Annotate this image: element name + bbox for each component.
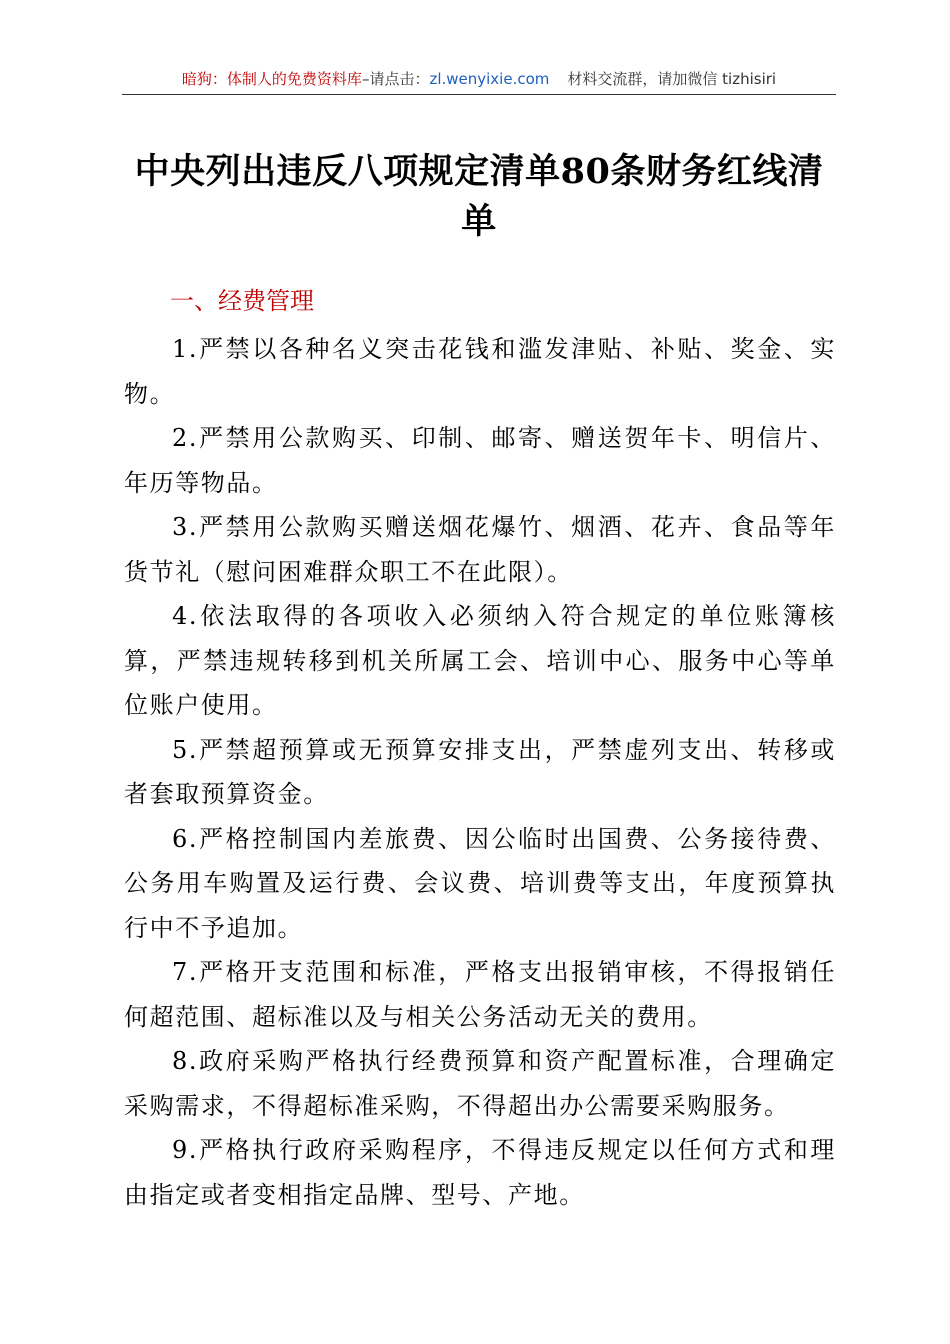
document-body — [124, 327, 836, 1217]
list-item: 7.严格开支范围和标准，严格支出报销审核，不得报销任何超范围、超标准以及与相关公务活动无关的费用。 — [124, 958, 836, 1031]
list-item: 2.严禁用公款购买、印制、邮寄、赠送贺年卡、明信片、年历等物品。 — [124, 424, 836, 497]
list-item: 8.政府采购严格执行经费预算和资产配置标准，合理确定采购需求，不得超标准采购，不得超出办公需要采购服务。 — [124, 1047, 836, 1120]
document-title: 中央列出违反八项规定清单80条财务红线清单 — [134, 151, 824, 242]
section-heading: 一、经费管理 — [170, 287, 314, 315]
header-site-name: 暗狗：体制人的免费资料库 — [181, 70, 362, 88]
header-contact: 材料交流群，请加微信 tizhisiri — [567, 70, 777, 88]
list-item: 3.严禁用公款购买赠送烟花爆竹、烟酒、花卉、食品等年货节礼（慰问困难群众职工不在此限）。 — [124, 513, 836, 586]
list-item: 4.依法取得的各项收入必须纳入符合规定的单位账簿核算，严禁违规转移到机关所属工会、培训中心、服务中心等单位账户使用。 — [124, 602, 836, 719]
header-click-prompt: –请点击： — [361, 70, 430, 88]
page-header — [122, 66, 836, 95]
list-item: 1.严禁以各种名义突击花钱和滥发津贴、补贴、奖金、实物。 — [124, 335, 836, 408]
list-item: 5.严禁超预算或无预算安排支出，严禁虚列支出、转移或者套取预算资金。 — [124, 735, 836, 808]
list-item: 9.严格执行政府采购程序，不得违反规定以任何方式和理由指定或者变相指定品牌、型号、产地。 — [124, 1136, 836, 1209]
list-item: 6.严格控制国内差旅费、因公临时出国费、公务接待费、公务用车购置及运行费、会议费、培训费等支出，年度预算执行中不予追加。 — [124, 824, 836, 942]
header-url-link[interactable]: zl.wenyixie.com — [429, 70, 550, 88]
